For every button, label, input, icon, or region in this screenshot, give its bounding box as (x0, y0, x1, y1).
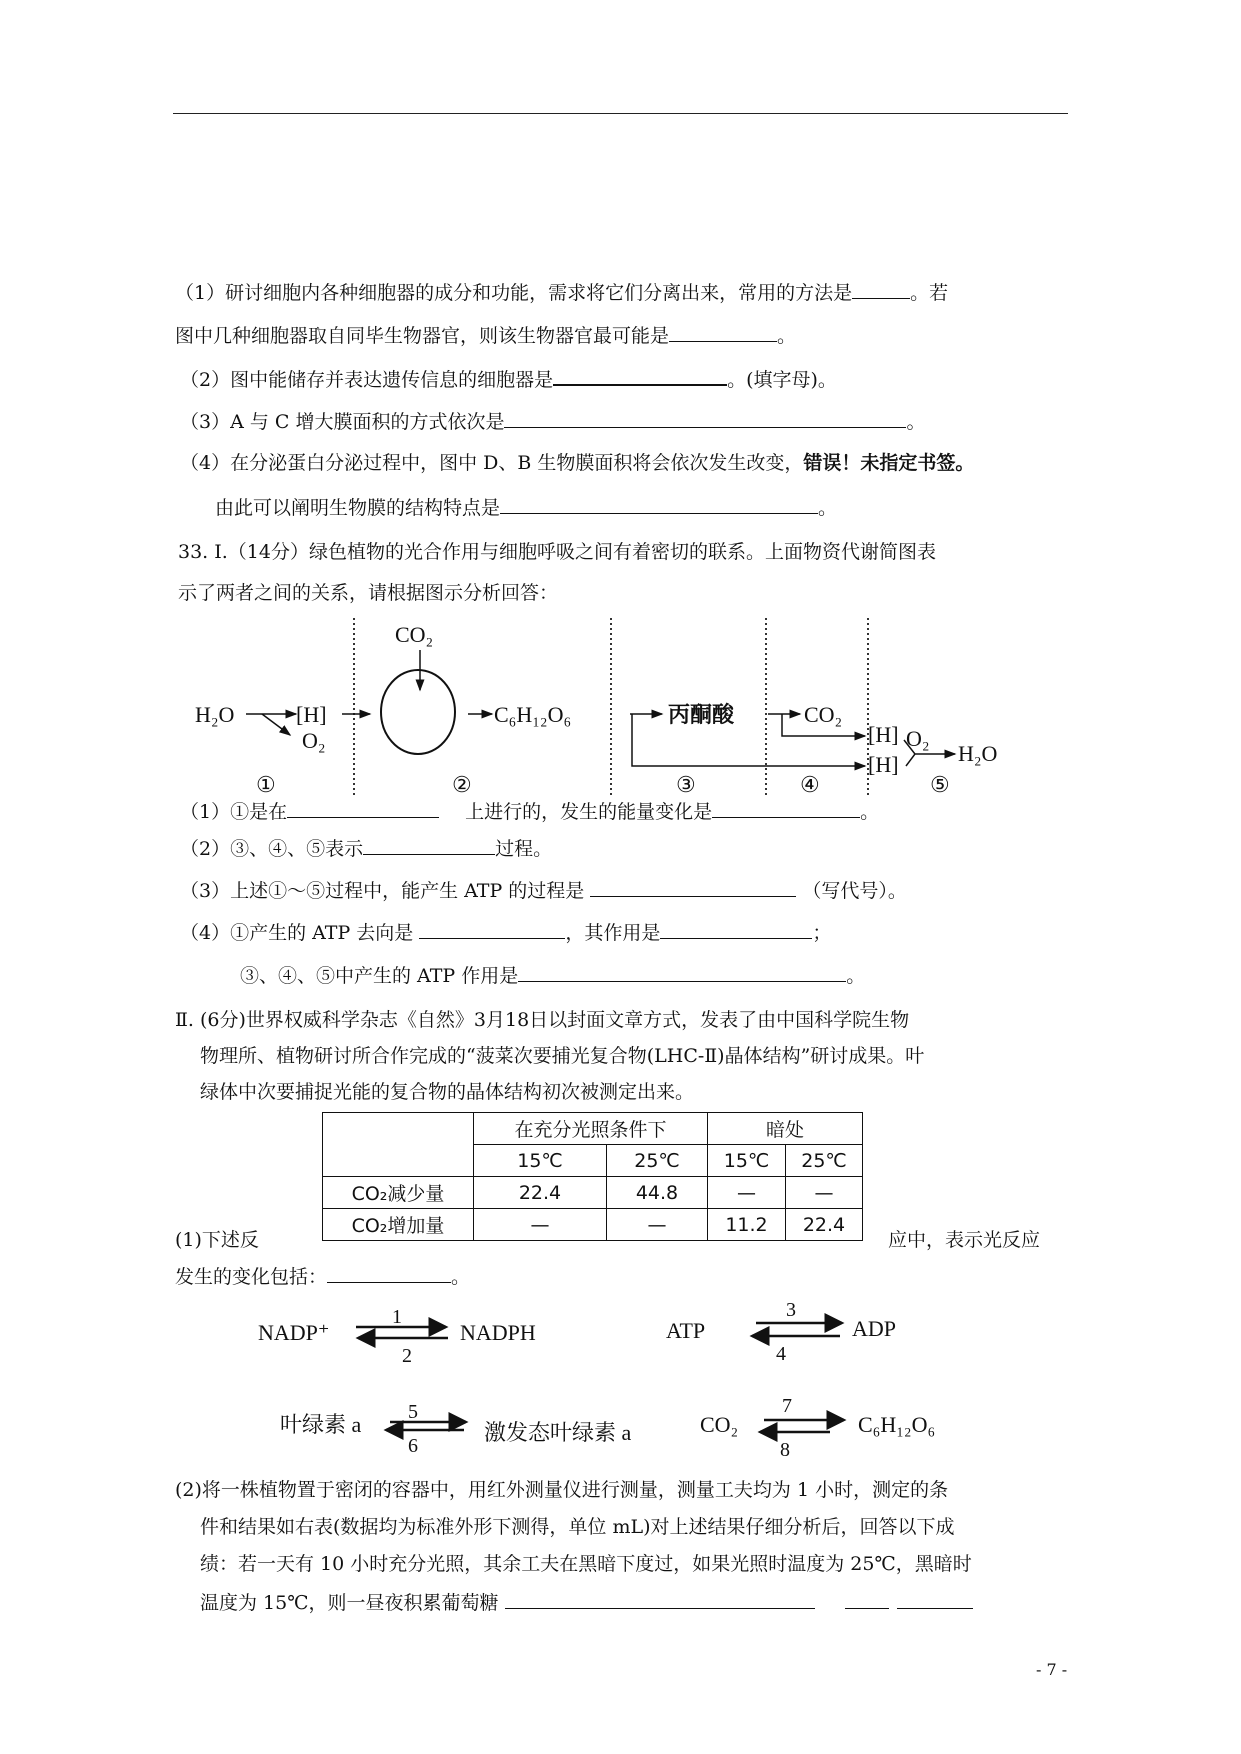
q33-1 (180, 799, 879, 824)
temp-header: 25℃ (607, 1145, 708, 1177)
text: （3）A 与 C 增大膜面积的方式依次是 (180, 411, 505, 433)
q2-1-line2 (175, 1264, 470, 1289)
metabolism-diagram (0, 0, 1241, 796)
o2-label: O₂ (302, 728, 326, 753)
cell: — (786, 1177, 863, 1209)
table-row (323, 1209, 863, 1241)
co2-measurement-table (322, 1112, 863, 1241)
text: 过程。 (495, 838, 553, 860)
q2-2-line3: 绩：若一天有 10 小时充分光照，其余工夫在黑暗下度过，如果光照时温度为 25℃，黑暗时 (200, 1553, 972, 1575)
reaction-right: NADPH (460, 1320, 536, 1345)
calvin-cycle-circle (381, 670, 455, 754)
text: 发生的变化包括： (175, 1266, 328, 1288)
header-light: 在充分光照条件下 (474, 1113, 708, 1145)
reaction-number: 1 (392, 1306, 402, 1328)
h-label: [H] (296, 702, 327, 727)
reaction-number: 6 (408, 1435, 418, 1457)
answer-blank[interactable] (712, 799, 860, 818)
answer-blank[interactable] (590, 878, 796, 897)
q33-3 (180, 878, 907, 903)
answer-blank[interactable] (327, 1264, 451, 1283)
answer-blank[interactable] (660, 920, 812, 939)
h-upper-label: [H] (868, 722, 899, 747)
answer-blank[interactable] (845, 1590, 889, 1609)
h2o-label: H₂O (195, 702, 235, 727)
text: 。 (818, 497, 838, 519)
reaction-number: 4 (776, 1343, 786, 1365)
reaction-left: CO₂ (700, 1412, 739, 1437)
text: （3）上述①～⑤过程中，能产生 ATP 的过程是 (180, 880, 585, 902)
reaction-right: 激发态叶绿素 a (484, 1420, 632, 1445)
q33-4 (180, 920, 831, 945)
cell: 22.4 (786, 1209, 863, 1241)
reaction-number: 7 (782, 1395, 792, 1417)
text: 温度为 15℃，则一昼夜积累葡萄糖 (200, 1592, 499, 1614)
text: 。 (906, 411, 926, 433)
q2-2-line2: 件和结果如右表(数据均为标准外形下测得，单位 mL)对上述结果仔细分析后，回答以下成 (200, 1516, 955, 1538)
q2-1-start: (1)下述反 (175, 1229, 259, 1251)
text: 。 (846, 965, 866, 987)
cell: — (474, 1209, 607, 1241)
text: 图中几种细胞器取自同毕生物器官，则该生物器官最可能是 (175, 325, 670, 347)
header-dark: 暗处 (708, 1113, 863, 1145)
co2-label: CO₂ (804, 702, 843, 727)
text: 由此可以阐明生物膜的结构特点是 (215, 497, 501, 519)
text: 。(填字母)。 (727, 369, 837, 391)
row-label: CO₂减少量 (323, 1177, 474, 1209)
reaction-number: 5 (408, 1401, 418, 1423)
reaction-left: NADP⁺ (258, 1320, 330, 1345)
q2-2-line4 (200, 1590, 973, 1615)
table-row (323, 1177, 863, 1209)
text: 上进行的，发生的能量变化是 (465, 801, 713, 823)
q33-intro-2: 示了两者之间的关系，请根据图示分析回答： (178, 582, 559, 604)
text: ，其作用是 (565, 922, 661, 944)
text: （写代号）。 (802, 880, 907, 902)
answer-blank[interactable] (518, 963, 846, 982)
cell: 11.2 (708, 1209, 786, 1241)
part2-intro-3: 绿体中次要捕捉光能的复合物的晶体结构初次被测定出来。 (200, 1081, 695, 1103)
text: （4）①产生的 ATP 去向是 (180, 922, 414, 944)
step-label-1: ① (256, 772, 276, 796)
text: 。 (777, 325, 797, 347)
q2-2-line1: (2)将一株植物置于密闭的容器中，用红外测量仪进行测量，测量工夫均为 1 小时，测定的条 (175, 1479, 949, 1501)
text: （2）图中能储存并表达遗传信息的细胞器是 (180, 369, 554, 391)
answer-blank[interactable] (505, 1590, 815, 1609)
reaction-left: 叶绿素 a (280, 1412, 362, 1437)
cell: 22.4 (474, 1177, 607, 1209)
q33-intro-1: 33. Ⅰ.（14分）绿色植物的光合作用与细胞呼吸之间有着密切的联系。上面物资代谢简图表 (178, 541, 936, 563)
reaction-number: 3 (786, 1299, 796, 1321)
glucose-label: C₆H₁₂O₆ (494, 702, 572, 727)
page-number: - 7 - (1036, 1660, 1068, 1679)
part2-intro-1: Ⅱ. (6分)世界权威科学杂志《自然》3月18日以封面文章方式，发表了由中国科学院生物 (175, 1009, 910, 1031)
reaction-left: ATP (666, 1318, 706, 1343)
text: 。 (451, 1266, 471, 1288)
part2-intro-2: 物理所、植物研讨所合作完成的“菠菜次要捕光复合物(LHC-Ⅱ)晶体结构”研讨成果。叶 (200, 1045, 925, 1067)
step-label-5: ⑤ (930, 772, 950, 796)
reaction-right: C₆H₁₂O₆ (858, 1412, 936, 1437)
temp-header: 15℃ (708, 1145, 786, 1177)
q2-1-cont: 应中，表示光反应 (888, 1229, 1041, 1251)
answer-blank[interactable] (363, 836, 495, 855)
cell: — (607, 1209, 708, 1241)
co2-top-label: CO₂ (395, 622, 434, 647)
text: ； (812, 922, 832, 944)
table-corner (323, 1113, 474, 1177)
text: 。 (860, 801, 880, 823)
step-label-3: ③ (676, 772, 696, 796)
cell: 44.8 (607, 1177, 708, 1209)
answer-blank[interactable] (419, 920, 565, 939)
text: ③、④、⑤中产生的 ATP 作用是 (240, 965, 519, 987)
h2o-right-label: H₂O (958, 741, 998, 766)
error-text: 错误！未指定书签。 (803, 452, 975, 474)
pyruvate-label: 丙酮酸 (668, 702, 735, 727)
text: （1）研讨细胞内各种细胞器的成分和功能，需求将它们分离出来，常用的方法是 (175, 282, 853, 304)
temp-header: 15℃ (474, 1145, 607, 1177)
reaction-right: ADP (852, 1316, 897, 1341)
o2-right-label: O₂ (906, 726, 930, 751)
step-label-4: ④ (800, 772, 820, 796)
reaction-number: 2 (402, 1345, 412, 1367)
answer-blank[interactable] (287, 799, 439, 818)
text: （1）①是在 (180, 801, 288, 823)
temp-header: 25℃ (786, 1145, 863, 1177)
answer-blank[interactable] (897, 1590, 973, 1609)
reactions-diagram (0, 1290, 1241, 1460)
text: （4）在分泌蛋白分泌过程中，图中 D、B 生物膜面积将会依次发生改变， (180, 452, 804, 474)
q33-2 (180, 836, 552, 861)
row-label: CO₂增加量 (323, 1209, 474, 1241)
text: 。若 (910, 282, 949, 304)
text: （2）③、④、⑤表示 (180, 838, 364, 860)
step-label-2: ② (452, 772, 472, 796)
cell: — (708, 1177, 786, 1209)
h-lower-label: [H] (868, 752, 899, 777)
q33-4-line2 (240, 963, 865, 988)
reaction-number: 8 (780, 1439, 790, 1460)
